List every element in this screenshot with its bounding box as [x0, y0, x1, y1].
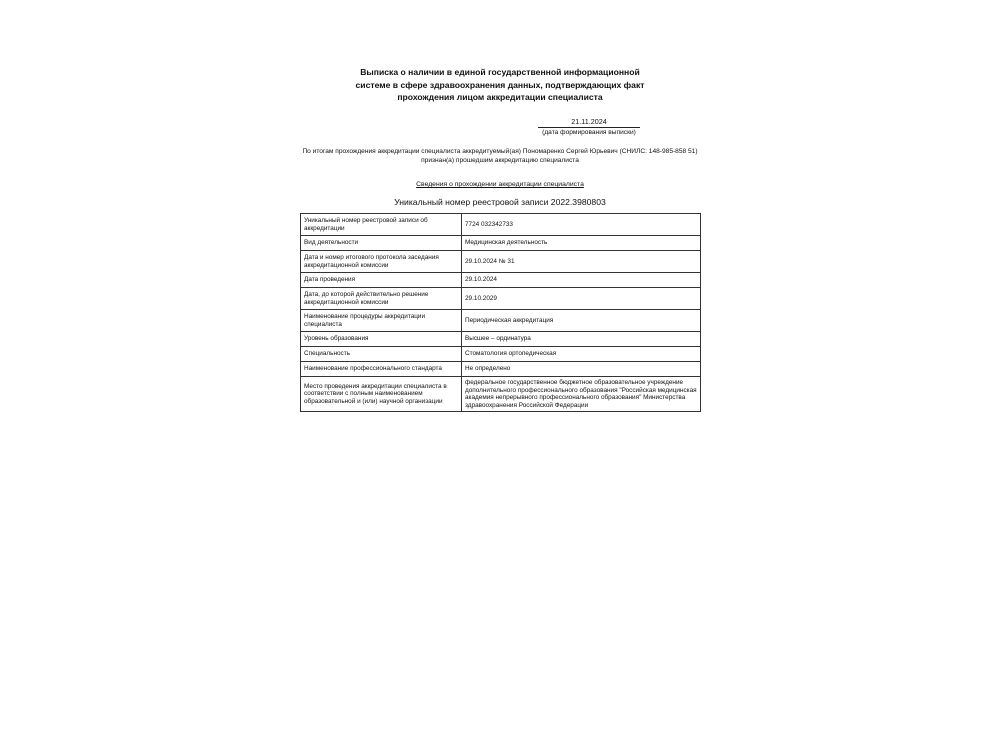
table-row: [301, 236, 701, 251]
row-value: 7724 032342733: [462, 214, 701, 236]
row-value: 29.10.2029: [462, 288, 701, 310]
registry-number-heading: Уникальный номер реестровой записи 2022.3980803: [394, 197, 606, 207]
row-value: Высшее – ординатура: [462, 332, 701, 347]
intro-line-1: По итогам прохождения аккредитации специалиста аккредитуемый(ая) Пономаренко Сергей Юрьевич (СНИЛС: 148-985-858 51): [302, 148, 698, 155]
row-label: Уникальный номер реестровой записи об аккредитации: [301, 214, 462, 236]
row-label: Уровень образования: [301, 332, 462, 347]
row-label: Дата проведения: [301, 273, 462, 288]
row-label: Вид деятельности: [301, 236, 462, 251]
row-label: Специальность: [301, 347, 462, 362]
table-row: [301, 251, 701, 273]
table-row: [301, 347, 701, 362]
document-title: [300, 66, 700, 104]
row-value: 29.10.2024 № 31: [462, 251, 701, 273]
section-heading: Сведения о прохождении аккредитации специалиста: [416, 181, 584, 188]
extract-date-caption: (дата формирования выписки): [542, 129, 636, 136]
row-label: Наименование процедуры аккредитации специалиста: [301, 310, 462, 332]
table-row: [301, 214, 701, 236]
title-line-1: Выписка о наличии в единой государственной информационной: [360, 67, 640, 77]
table-row: [301, 273, 701, 288]
row-value: Стоматология ортопедическая: [462, 347, 701, 362]
title-line-3: прохождения лицом аккредитации специалиста: [397, 92, 603, 102]
date-block: [538, 118, 640, 137]
accreditation-info-table: [300, 213, 701, 412]
table-row: [301, 362, 701, 377]
row-value: Медицинская деятельность: [462, 236, 701, 251]
row-label: Наименование профессионального стандарта: [301, 362, 462, 377]
table-row: [301, 310, 701, 332]
title-line-2: системе в сфере здравоохранения данных, подтверждающих факт: [355, 79, 645, 90]
row-value: 29.10.2024: [462, 273, 701, 288]
row-value: Не определено: [462, 362, 701, 377]
row-label: Дата, до которой действительно решение аккредитационной комиссии: [301, 288, 462, 310]
table-row: [301, 377, 701, 412]
row-value: Периодическая аккредитация: [462, 310, 701, 332]
row-label: Место проведения аккредитации специалиста в соответствии с полным наименованием образовательной и (или) научной организации: [301, 377, 462, 412]
intro-text: [280, 148, 720, 165]
table-row: [301, 288, 701, 310]
row-label: Дата и номер итогового протокола заседания аккредитационной комиссии: [301, 251, 462, 273]
extract-date: 21.11.2024: [538, 118, 640, 128]
intro-line-2: признан(а) прошедшим аккредитацию специалиста: [421, 156, 579, 164]
row-value: федеральное государственное бюджетное образовательное учреждение дополнительного профессионального образования "Российская медицинская академия непрерывного профессионального образования" Министерства здравоохранения Российской Федерации: [462, 377, 701, 412]
table-row: [301, 332, 701, 347]
